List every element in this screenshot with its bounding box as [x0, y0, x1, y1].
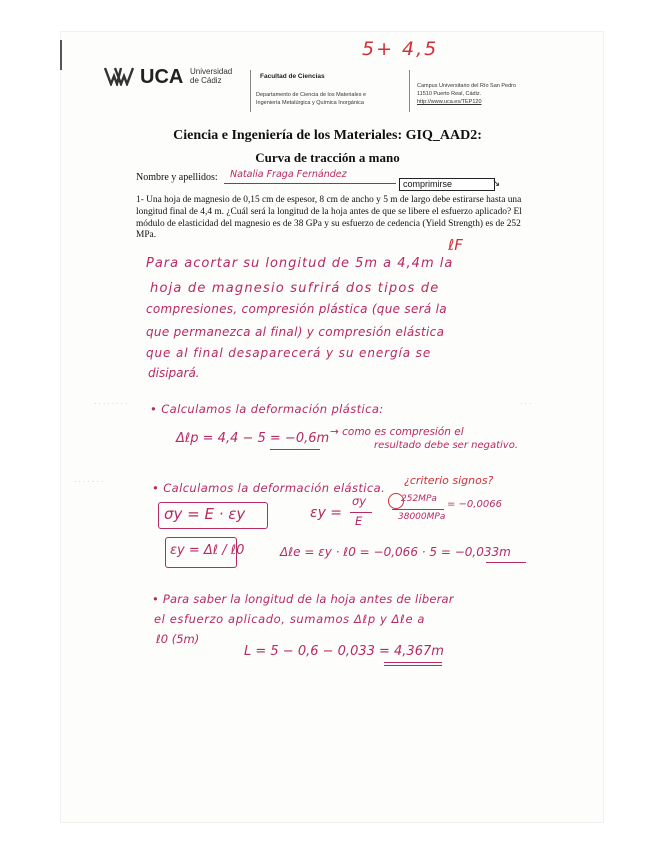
header-divider — [250, 70, 251, 112]
arrow-down-icon: ↘ — [492, 178, 501, 189]
note-compression: → como es compresión el — [330, 426, 464, 438]
fraction-bar — [392, 509, 444, 510]
answer-line: Para acortar su longitud de 5m a 4,4m la — [146, 256, 454, 271]
question-text: 1- Una hoja de magnesio de 0,15 cm de espesor, 8 cm de ancho y 5 m de largo debe estirarse hasta una longitud final de 4,4 m. ¿Cuál será la longitud de la hoja antes de que se libere el esfuerzo aplicado? El módulo de elasticidad del magnesio es de 38 GPa y su esfuerzo de cedencia (Yield Strength) es de 252 MPa. — [136, 195, 522, 241]
criterion-note: ¿criterio signos? — [404, 474, 494, 487]
page-edge-mark — [60, 40, 62, 70]
fraction-bar — [350, 512, 372, 513]
answer-line: el esfuerzo aplicado, sumamos Δℓp y Δℓe a — [154, 612, 426, 626]
campus-url: http://www.uca.es/TEP120 — [417, 99, 482, 105]
formula-stress: σy = E · εy — [164, 505, 246, 523]
formula-strain: εy = Δℓ / ℓ0 — [170, 543, 245, 558]
page-subtitle: Curva de tracción a mano — [255, 150, 400, 165]
bullet-plastic: • Calculamos la deformación plástica: — [150, 402, 384, 416]
lf-note: ℓF — [448, 236, 463, 254]
uca-logo-icon — [104, 66, 138, 86]
bullet-elastic: • Calculamos la deformación elástica. — [152, 481, 386, 495]
bleed-through-text: · · · · · · · · — [94, 400, 128, 408]
student-name: Natalia Fraga Fernández — [230, 169, 347, 180]
frac-bottom: E — [355, 514, 363, 528]
underline-result — [270, 449, 320, 450]
frac-top-value: 252MPa — [401, 494, 437, 504]
bullet-final: • Para saber la longitud de la hoja antes de liberar — [152, 592, 454, 606]
answer-line: ℓ0 (5m) — [156, 632, 200, 646]
formula-elastic: Δℓe = εy · ℓ0 = −0,066 · 5 = −0,033m — [280, 545, 511, 559]
strain-lhs: εy = — [310, 505, 343, 521]
name-underline — [224, 183, 396, 184]
answer-line: disipará. — [148, 366, 200, 380]
formula-plastic: Δℓp = 4,4 − 5 = −0,6m — [176, 431, 330, 446]
university-name: Universidad de Cádiz — [190, 67, 233, 85]
underline-result — [384, 665, 442, 666]
page-title: Ciencia e Ingeniería de los Materiales: GIQ_AAD2: — [173, 128, 482, 143]
handwritten-grade: 5+ 4,5 — [362, 38, 439, 60]
annotation-box: comprimirse — [399, 178, 495, 191]
bleed-through-text: · · · — [520, 400, 532, 408]
faculty-name: Facultad de Ciencias — [260, 73, 325, 80]
answer-line: hoja de magnesio sufrirá dos tipos de — [150, 281, 440, 296]
answer-line: que permanezca al final) y compresión elástica — [146, 325, 445, 339]
name-label: Nombre y apellidos: — [136, 172, 218, 183]
note-negative: resultado debe ser negativo. — [374, 440, 518, 451]
frac-top: σy — [352, 494, 367, 508]
underline-result — [486, 562, 526, 563]
campus-address: Campus Universitario del Río San Pedro 11510 Puerto Real, Cádiz. http://www.uca.es/TEP120 — [417, 83, 517, 105]
answer-line: que al final desaparecerá y su energía se — [146, 346, 432, 360]
frac-bottom-value: 38000MPa — [398, 512, 446, 522]
header-divider — [409, 70, 410, 112]
underline-result — [384, 662, 442, 663]
final-result: L = 5 − 0,6 − 0,033 = 4,367m — [244, 644, 444, 659]
bleed-through-text: · · · · · · · — [74, 478, 103, 486]
strain-result: = −0,0066 — [447, 499, 502, 510]
department-name: Departamento de Ciencia de los Materiales e Ingeniería Metalúrgica y Química Inorgánica — [256, 92, 367, 106]
answer-line: compresiones, compresión plástica (que será la — [146, 302, 447, 316]
logo-text: UCA — [140, 66, 184, 88]
